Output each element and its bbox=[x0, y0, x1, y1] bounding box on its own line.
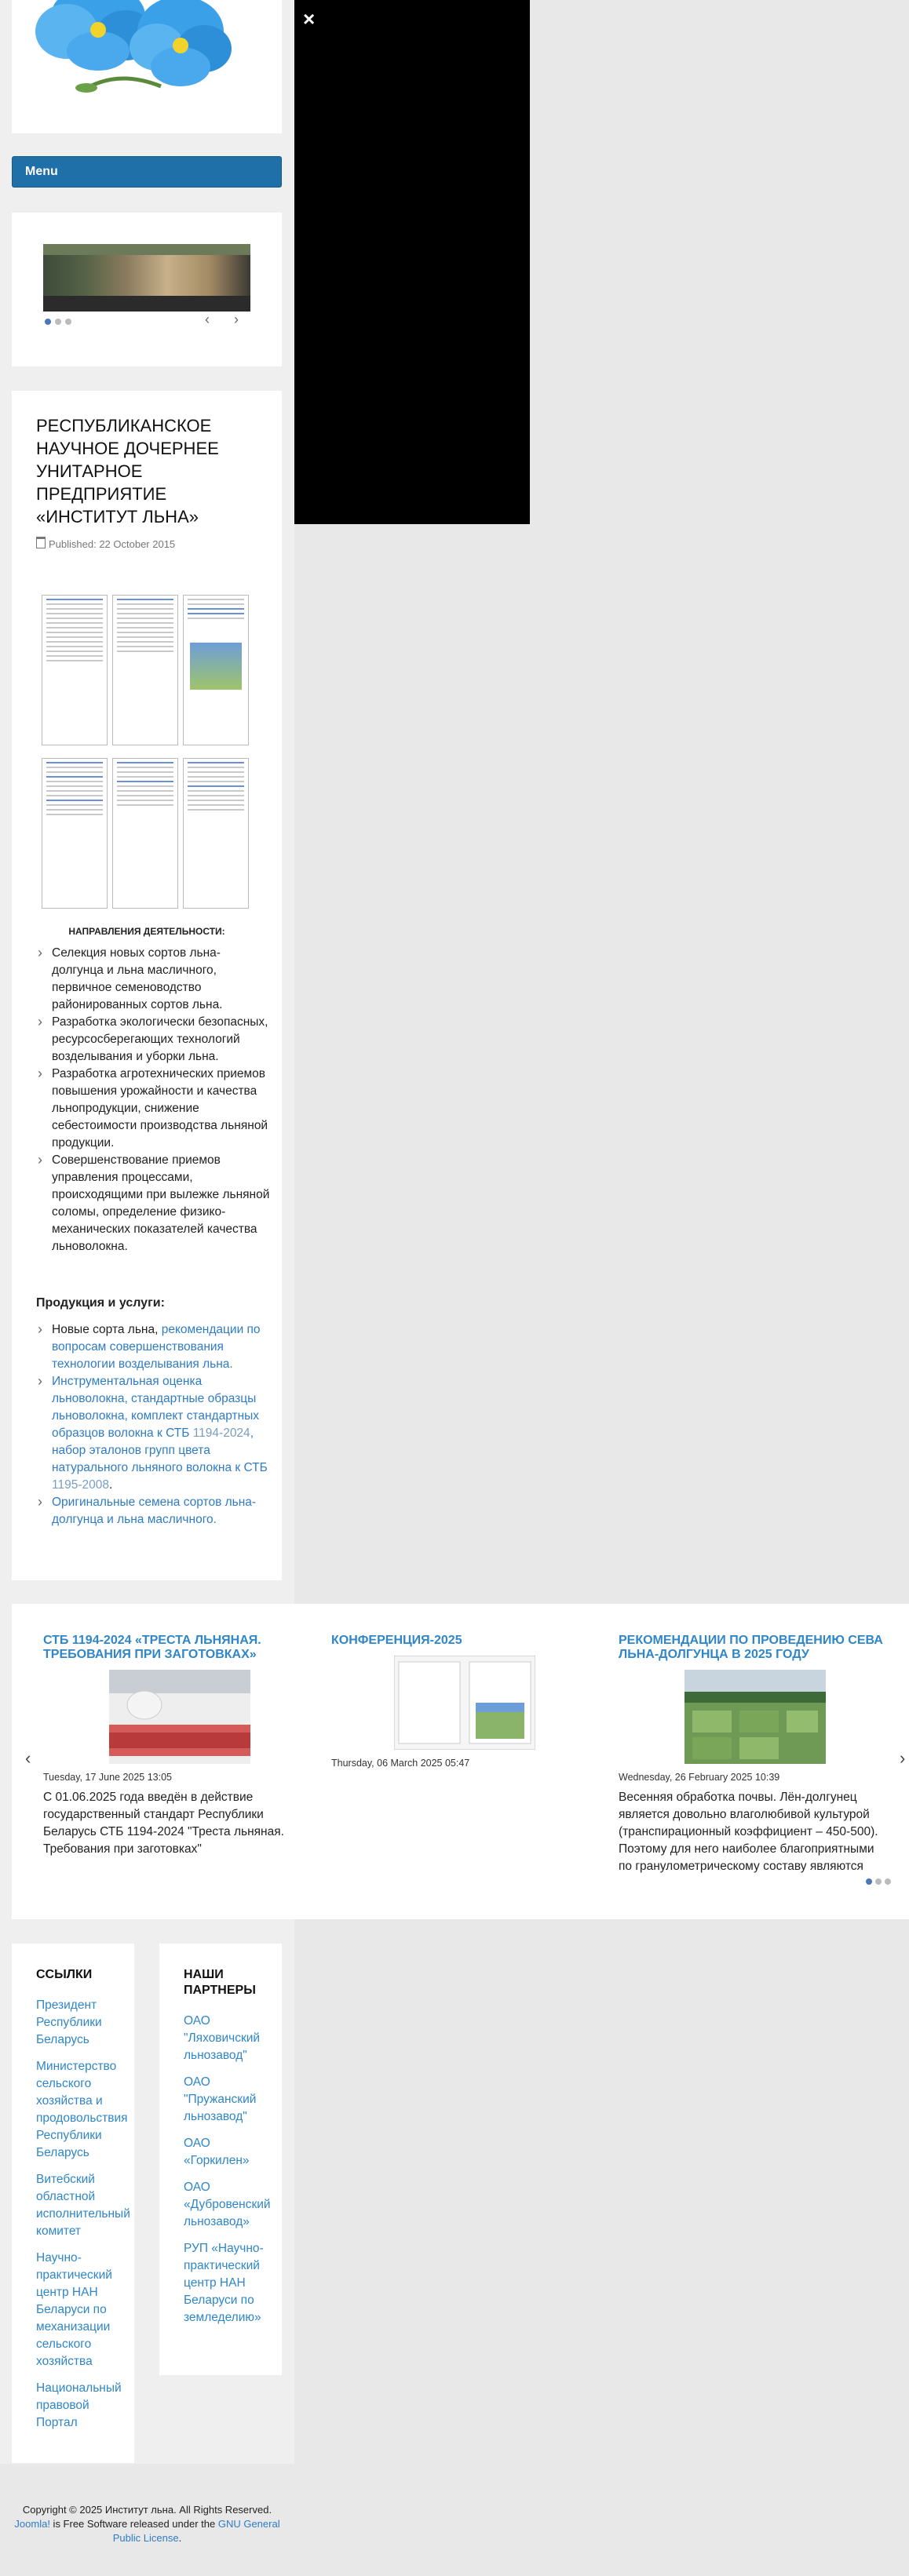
slide-image[interactable] bbox=[43, 244, 250, 312]
news-image[interactable] bbox=[394, 1656, 535, 1750]
standard-number: 1195-2008 bbox=[52, 1478, 109, 1492]
license-text bbox=[0, 2517, 294, 2545]
list-item-text: . bbox=[108, 1478, 113, 1492]
products-list bbox=[36, 1321, 272, 1528]
slider-dot[interactable] bbox=[55, 319, 61, 325]
footer bbox=[0, 2503, 294, 2545]
license-text-mid: is Free Software released under the bbox=[49, 2518, 218, 2530]
link-president[interactable]: Президент Республики Беларусь bbox=[36, 1998, 102, 2046]
list-item: › Разработка агротехнических приемов повышения урожайности и качества льнопродукции, снижение себестоимости производства льняной продукции. bbox=[36, 1066, 272, 1152]
link-legal-portal[interactable]: Национальный правовой Портал bbox=[36, 2381, 122, 2429]
slider-prev-button[interactable]: ‹ bbox=[205, 312, 210, 327]
seeds-link[interactable]: Оригинальные семена сортов льна-долгунца и льна масличного. bbox=[52, 1496, 257, 1526]
image-slider bbox=[12, 213, 282, 366]
news-next-button[interactable]: › bbox=[900, 1748, 906, 1768]
news-dot[interactable] bbox=[866, 1878, 872, 1885]
document-thumbnail[interactable] bbox=[42, 758, 108, 909]
news-date: Wednesday, 26 February 2025 10:39 bbox=[619, 1772, 780, 1783]
slider-dot[interactable] bbox=[65, 319, 71, 325]
instrumental-assessment-link[interactable]: Инструментальная оценка льноволокна, стандартные образцы льноволокна, комплект стандартных образцов волокна к СТБ bbox=[52, 1375, 260, 1440]
gpl-link[interactable]: GNU General Public License bbox=[112, 2518, 280, 2544]
logo-card bbox=[12, 0, 282, 133]
news-item bbox=[331, 1634, 598, 1769]
document-thumbnail[interactable] bbox=[42, 595, 108, 745]
partner-link[interactable]: ОАО "Пружанский льнозавод" bbox=[184, 2075, 257, 2123]
links-title: ССЫЛКИ bbox=[36, 1968, 93, 1981]
news-image[interactable] bbox=[109, 1670, 250, 1764]
menu-button[interactable]: Menu bbox=[12, 156, 282, 188]
article-card bbox=[12, 391, 282, 1580]
document-thumbnail[interactable] bbox=[112, 758, 178, 909]
list-item: › Совершенствование приемов управления процессами, происходящими при вылежке льняной соломы, определение физико-механических показателей качества льноволокна. bbox=[36, 1152, 272, 1255]
color-standards-link[interactable]: , набор эталонов групп цвета натурального льняного волокна к СТБ bbox=[52, 1426, 268, 1474]
list-item: › Разработка экологически безопасных, ресурсосберегающих технологий возделывания и уборки льна. bbox=[36, 1014, 272, 1066]
news-date: Tuesday, 17 June 2025 13:05 bbox=[43, 1772, 173, 1783]
list-item-text: Новые сорта льна, bbox=[52, 1323, 162, 1336]
slide-image-strip bbox=[43, 244, 250, 255]
list-item bbox=[36, 1321, 272, 1373]
standard-number: 1194-2024 bbox=[192, 1426, 250, 1440]
slide-image-bar bbox=[43, 296, 250, 312]
document-thumbnail[interactable] bbox=[183, 758, 249, 909]
products-heading: Продукция и услуги: bbox=[36, 1296, 165, 1310]
news-item bbox=[43, 1634, 310, 1858]
partner-link[interactable]: ОАО "Ляховичский льнозавод" bbox=[184, 2014, 261, 2062]
news-dots bbox=[866, 1878, 891, 1885]
list-item bbox=[36, 1373, 272, 1494]
partners-card bbox=[159, 1944, 282, 2375]
link-mechanization[interactable]: Научно-практический центр НАН Беларуси по механизации сельского хозяйства bbox=[36, 2251, 112, 2368]
partner-link[interactable]: ОАО «Дубровенский льнозавод» bbox=[184, 2181, 271, 2228]
calendar-icon bbox=[36, 537, 46, 548]
links-card bbox=[12, 1944, 134, 2463]
news-dot[interactable] bbox=[875, 1878, 882, 1885]
list-item bbox=[36, 1494, 272, 1528]
news-title-link[interactable]: РЕКОМЕНДАЦИИ ПО ПРОВЕДЕНИЮ СЕВА ЛЬНА-ДОЛГУНЦА В 2025 ГОДУ bbox=[619, 1634, 883, 1661]
joomla-link[interactable]: Joomla! bbox=[14, 2518, 50, 2530]
news-date: Thursday, 06 March 2025 05:47 bbox=[331, 1758, 470, 1769]
partner-link[interactable]: РУП «Научно-практический центр НАН Беларуси по земледелию» bbox=[184, 2242, 264, 2324]
news-item bbox=[619, 1634, 885, 1875]
partners-title: НАШИ ПАРТНЕРЫ bbox=[184, 1968, 256, 1997]
document-thumbnail[interactable] bbox=[112, 595, 178, 745]
news-image[interactable] bbox=[684, 1670, 826, 1764]
news-carousel bbox=[12, 1604, 909, 1919]
lightbox-overlay bbox=[294, 0, 530, 524]
copyright-text: Copyright © 2025 Институт льна. All Rights Reserved. bbox=[22, 2504, 272, 2516]
news-text: С 01.06.2025 года введён в действие государственный стандарт Республики Беларусь СТБ 1194-2024 "Треста льняная. Требования при заготовках" bbox=[43, 1791, 284, 1856]
license-text-end: . bbox=[178, 2532, 182, 2544]
slider-dots bbox=[45, 319, 71, 325]
article-title: РЕСПУБЛИКАНСКОЕ НАУЧНОЕ ДОЧЕРНЕЕ УНИТАРНОЕ ПРЕДПРИЯТИЕ «ИНСТИТУТ ЛЬНА» bbox=[36, 416, 219, 526]
main-column bbox=[0, 0, 294, 2544]
news-text: Весенняя обработка почвы. Лён-долгунец является довольно влаголюбивой культурой (транспирационный коэффициент – 450-500). Поэтому для него наиболее благоприятными по гранулометрическому составу являются bbox=[619, 1791, 878, 1873]
news-prev-button[interactable]: ‹ bbox=[25, 1748, 31, 1768]
link-vitebsk[interactable]: Витебский областной исполнительный комитет bbox=[36, 2173, 130, 2238]
directions-list bbox=[36, 945, 272, 1255]
document-thumbnail[interactable] bbox=[183, 595, 249, 745]
close-icon[interactable]: × bbox=[303, 7, 316, 31]
list-item: › Селекция новых сортов льна-долгунца и льна масличного, первичное семеноводство районированных сортов льна. bbox=[36, 945, 272, 1014]
news-dot[interactable] bbox=[885, 1878, 891, 1885]
recommendations-link[interactable]: рекомендации по вопросам совершенствования технологии возделывания льна. bbox=[52, 1323, 261, 1371]
slider-next-button[interactable]: › bbox=[234, 312, 239, 327]
directions-heading: НАПРАВЛЕНИЯ ДЕЯТЕЛЬНОСТИ: bbox=[68, 926, 225, 937]
flax-flower-logo[interactable] bbox=[12, 0, 282, 133]
published-date bbox=[36, 537, 175, 550]
news-title-link[interactable]: КОНФЕРЕНЦИЯ-2025 bbox=[331, 1634, 462, 1647]
link-ministry[interactable]: Министерство сельского хозяйства и продовольствия Республики Беларусь bbox=[36, 2060, 128, 2159]
partner-link[interactable]: ОАО «Горкилен» bbox=[184, 2137, 250, 2167]
published-text: Published: 22 October 2015 bbox=[49, 538, 176, 550]
slider-dot[interactable] bbox=[45, 319, 51, 325]
news-title-link[interactable]: СТБ 1194-2024 «ТРЕСТА ЛЬНЯНАЯ. ТРЕБОВАНИЯ ПРИ ЗАГОТОВКАХ» bbox=[43, 1634, 261, 1661]
